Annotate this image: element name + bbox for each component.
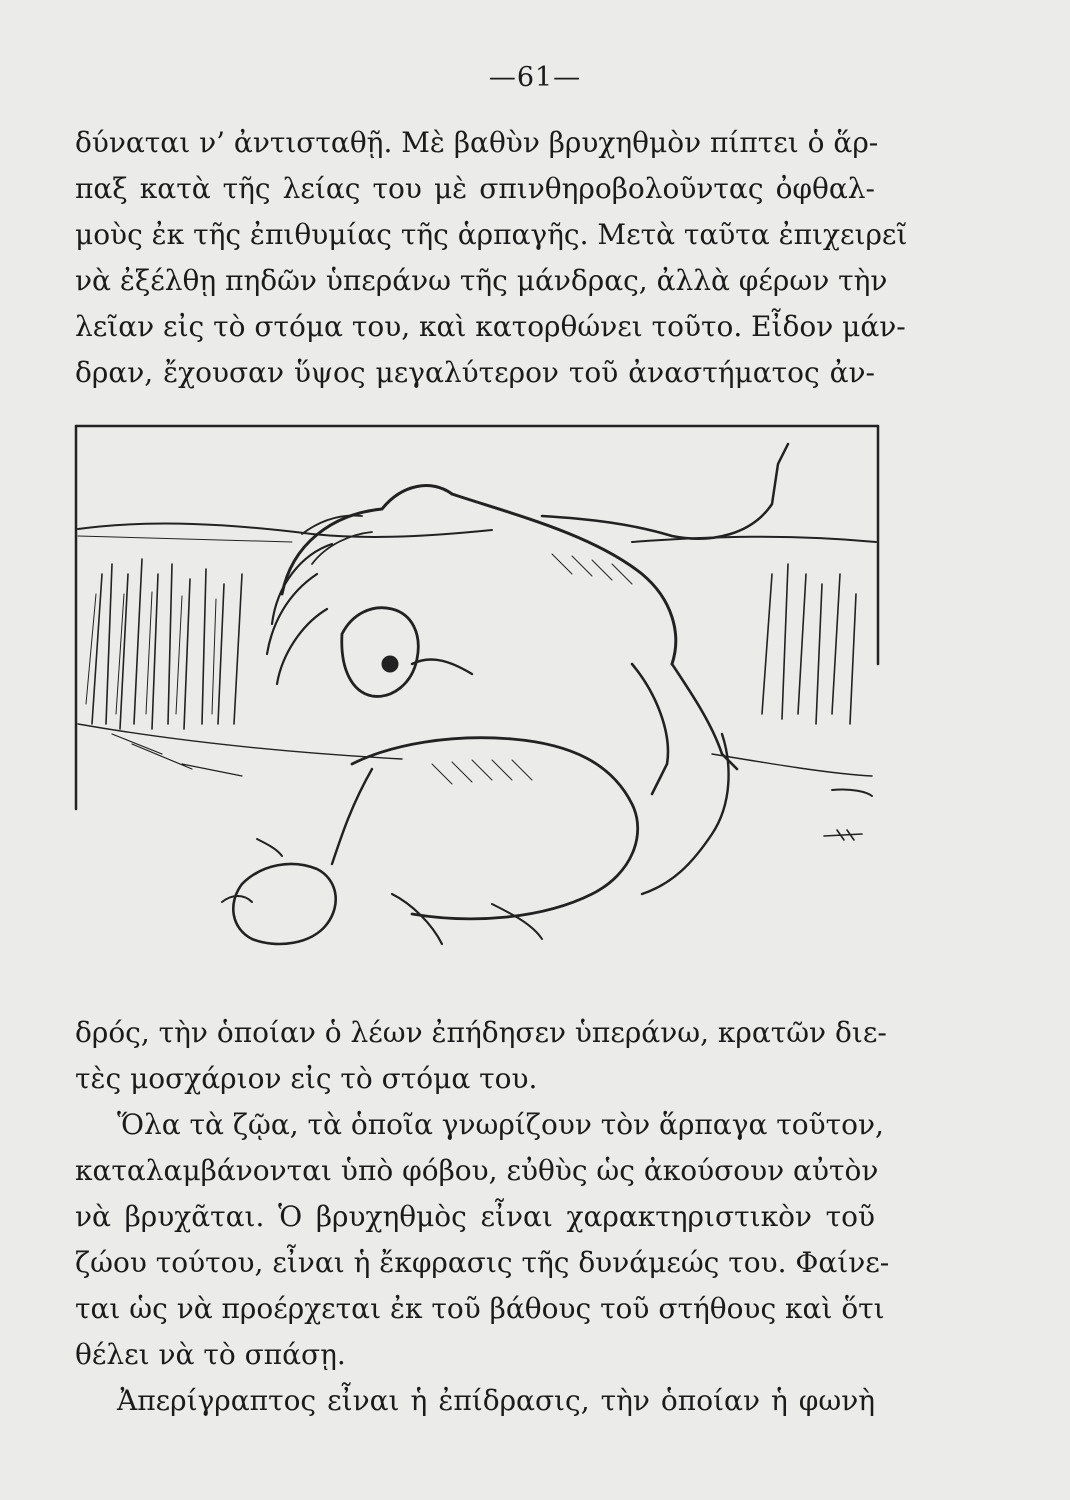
page-number: —61— xyxy=(488,62,582,93)
text-line: τὲς μοσχάριον εἰς τὸ στόμα του. xyxy=(75,1062,538,1095)
text-line: ται ὡς νὰ προέρχεται ἐκ τοῦ βάθους τοῦ στήθους καὶ ὅτι xyxy=(75,1292,885,1325)
text-line: δραν, ἔχουσαν ὕψος μεγαλύτερον τοῦ ἀναστήματος ἀν- xyxy=(75,356,875,389)
text-line: καταλαμβάνονται ὑπὸ φόβου, εὐθὺς ὡς ἀκούσουν αὐτὸν xyxy=(75,1154,879,1187)
text-line: νὰ βρυχᾶται. Ὁ βρυχηθμὸς εἶναι χαρακτηριστικὸν τοῦ xyxy=(75,1200,875,1233)
text-line: μοὺς ἐκ τῆς ἐπιθυμίας τῆς ἁρπαγῆς. Μετὰ ταῦτα ἐπιχειρεῖ xyxy=(75,218,908,251)
paragraph-bottom xyxy=(75,1010,890,1424)
text-line: δύναται ν’ ἀντισταθῇ. Μὲ βαθὺν βρυχηθμὸν πίπτει ὁ ἅρ- xyxy=(75,126,879,159)
text-line: Ὅλα τὰ ζῷα, τὰ ὁποῖα γνωρίζουν τὸν ἅρπαγα τοῦτον, xyxy=(117,1108,884,1141)
lion-attacking-calf-illustration xyxy=(72,424,882,979)
text-line: δρός, τὴν ὁποίαν ὁ λέων ἐπήδησεν ὑπεράνω, κρατῶν διε- xyxy=(75,1016,887,1049)
text-line: λεῖαν εἰς τὸ στόμα του, καὶ κατορθώνει τοῦτο. Εἶδον μάν- xyxy=(75,310,906,343)
text-line: νὰ ἐξέλθῃ πηδῶν ὑπεράνω τῆς μάνδρας, ἀλλὰ φέρων τὴν xyxy=(75,264,888,297)
text-line: Ἀπερίγραπτος εἶναι ἡ ἐπίδρασις, τὴν ὁποίαν ἡ φωνὴ xyxy=(117,1384,875,1417)
engraving-drawing xyxy=(72,424,882,979)
text-line: παξ κατὰ τῆς λείας του μὲ σπινθηροβολοῦντας ὀφθαλ- xyxy=(75,172,875,205)
paragraph-top xyxy=(75,120,908,396)
text-line: ζώου τούτου, εἶναι ἡ ἔκφρασις τῆς δυνάμεώς του. Φαίνε- xyxy=(75,1246,890,1279)
text-line: θέλει νὰ τὸ σπάσῃ. xyxy=(75,1338,346,1371)
